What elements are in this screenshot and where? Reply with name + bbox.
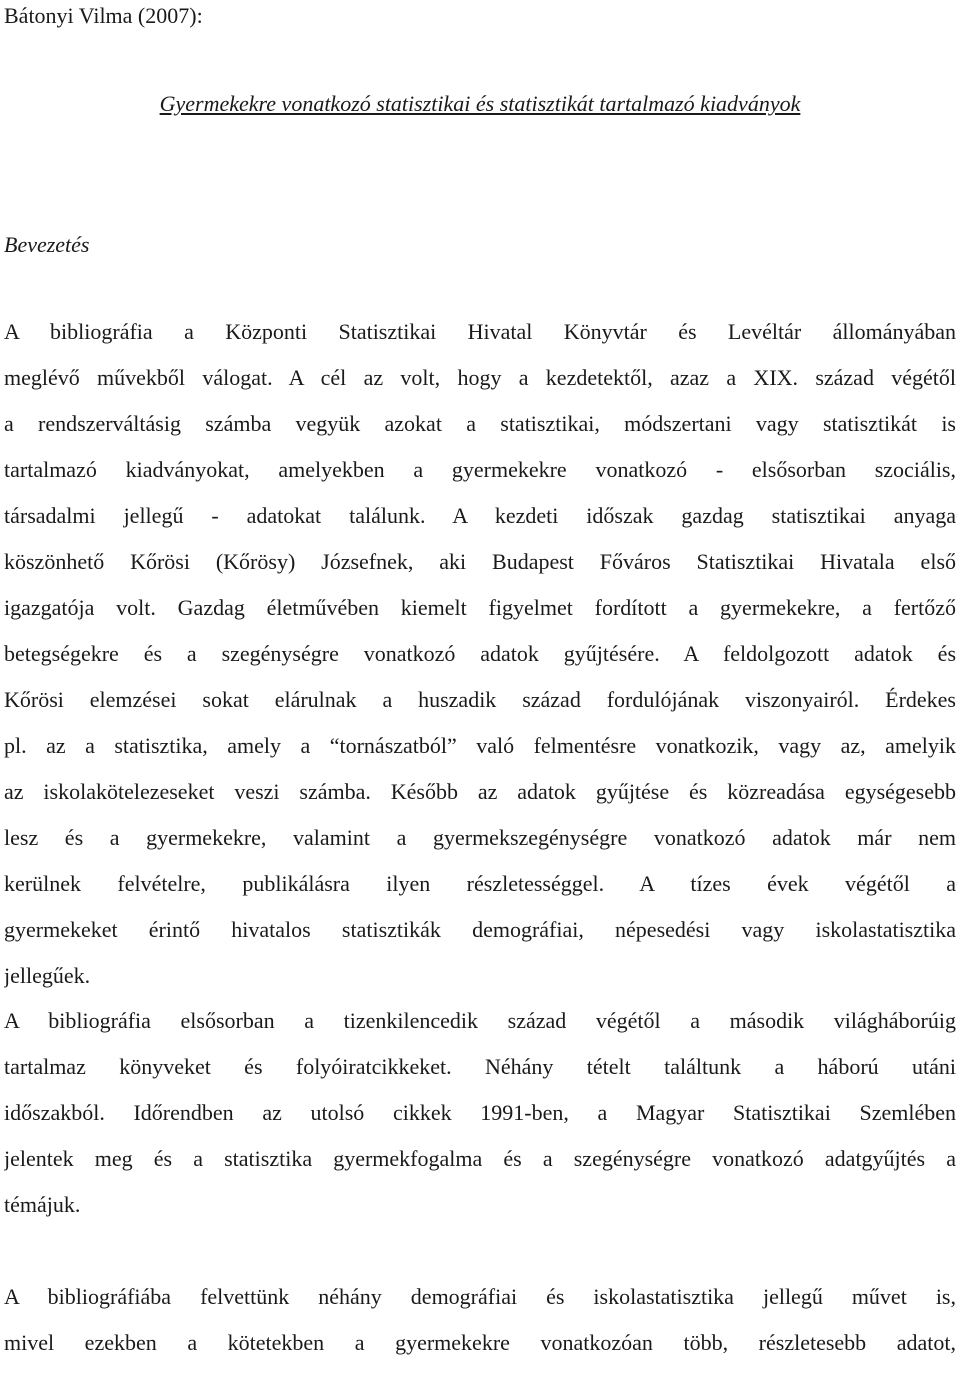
text-line: pl. az a statisztika, amely a “tornászatból” való felmentésre vonatkozik, vagy az, amelyik [4,733,956,758]
text-line: tartalmaz könyveket és folyóiratcikkeket. Néhány tételt találtunk a háború utáni [4,1054,956,1079]
text-line: jelentek meg és a statisztika gyermekfogalma és a szegénységre vonatkozó adatgyűjtés a [4,1146,956,1171]
text-line: A bibliográfia elsősorban a tizenkilencedik század végétől a második világháborúig [4,1008,956,1033]
text-line: mivel ezekben a kötetekben a gyermekekre vonatkozóan több, részletesebb adatot, [4,1330,956,1355]
text-line: A bibliográfia a Központi Statisztikai Hivatal Könyvtár és Levéltár állományában [4,319,956,344]
text-line: a rendszerváltásig számba vegyük azokat a statisztikai, módszertani vagy statisztikát is [4,411,956,436]
text-line: társadalmi jellegű - adatokat találunk. A kezdeti időszak gazdag statisztikai anyaga [4,503,956,528]
text-line: lesz és a gyermekekre, valamint a gyermekszegénységre vonatkozó adatok már nem [4,825,956,850]
text-line: Kőrösi elemzései sokat elárulnak a huszadik század fordulójának viszonyairól. Érdekes [4,687,956,712]
text-line: jellegűek. [4,963,91,988]
text-line: gyermekeket érintő hivatalos statisztikák demográfiai, népesedési vagy iskolastatisztika [4,917,956,942]
text-line: témájuk. [4,1192,81,1217]
document-title: Gyermekekre vonatkozó statisztikai és statisztikát tartalmazó kiadványok [159,91,801,116]
text-line: kerülnek felvételre, publikálásra ilyen részletességgel. A tízes évek végétől a [4,871,956,896]
paragraph-additions [4,1283,956,1375]
text-line: meglévő művekből válogat. A cél az volt, hogy a kezdetektől, azaz a XIX. század végétől [4,365,956,390]
section-heading: Bevezetés [4,232,90,257]
author-year: Bátonyi Vilma (2007): [4,3,203,28]
text-line: köszönhető Kőrösi (Kőrösy) Józsefnek, aki Budapest Főváros Statisztikai Hivatala első [4,549,956,574]
text-line: időszakból. Időrendben az utolsó cikkek 1991-ben, a Magyar Statisztikai Szemlében [4,1100,956,1125]
text-line: betegségekre és a szegénységre vonatkozó adatok gyűjtésére. A feldolgozott adatok és [4,641,956,666]
text-line: A bibliográfiába felvettünk néhány demográfiai és iskolastatisztika jellegű művet is, [4,1284,956,1309]
text-line: az iskolakötelezeseket veszi számba. Később az adatok gyűjtése és közreadása egységesebb [4,779,956,804]
text-line: igazgatója volt. Gazdag életművében kiemelt figyelmet fordított a gyermekekre, a fertőző [4,595,956,620]
text-line: tartalmazó kiadványokat, amelyekben a gyermekekre vonatkozó - elsősorban szociális, [4,457,956,482]
paragraph-scope [4,1007,956,1237]
paragraph-intro [4,318,956,1008]
